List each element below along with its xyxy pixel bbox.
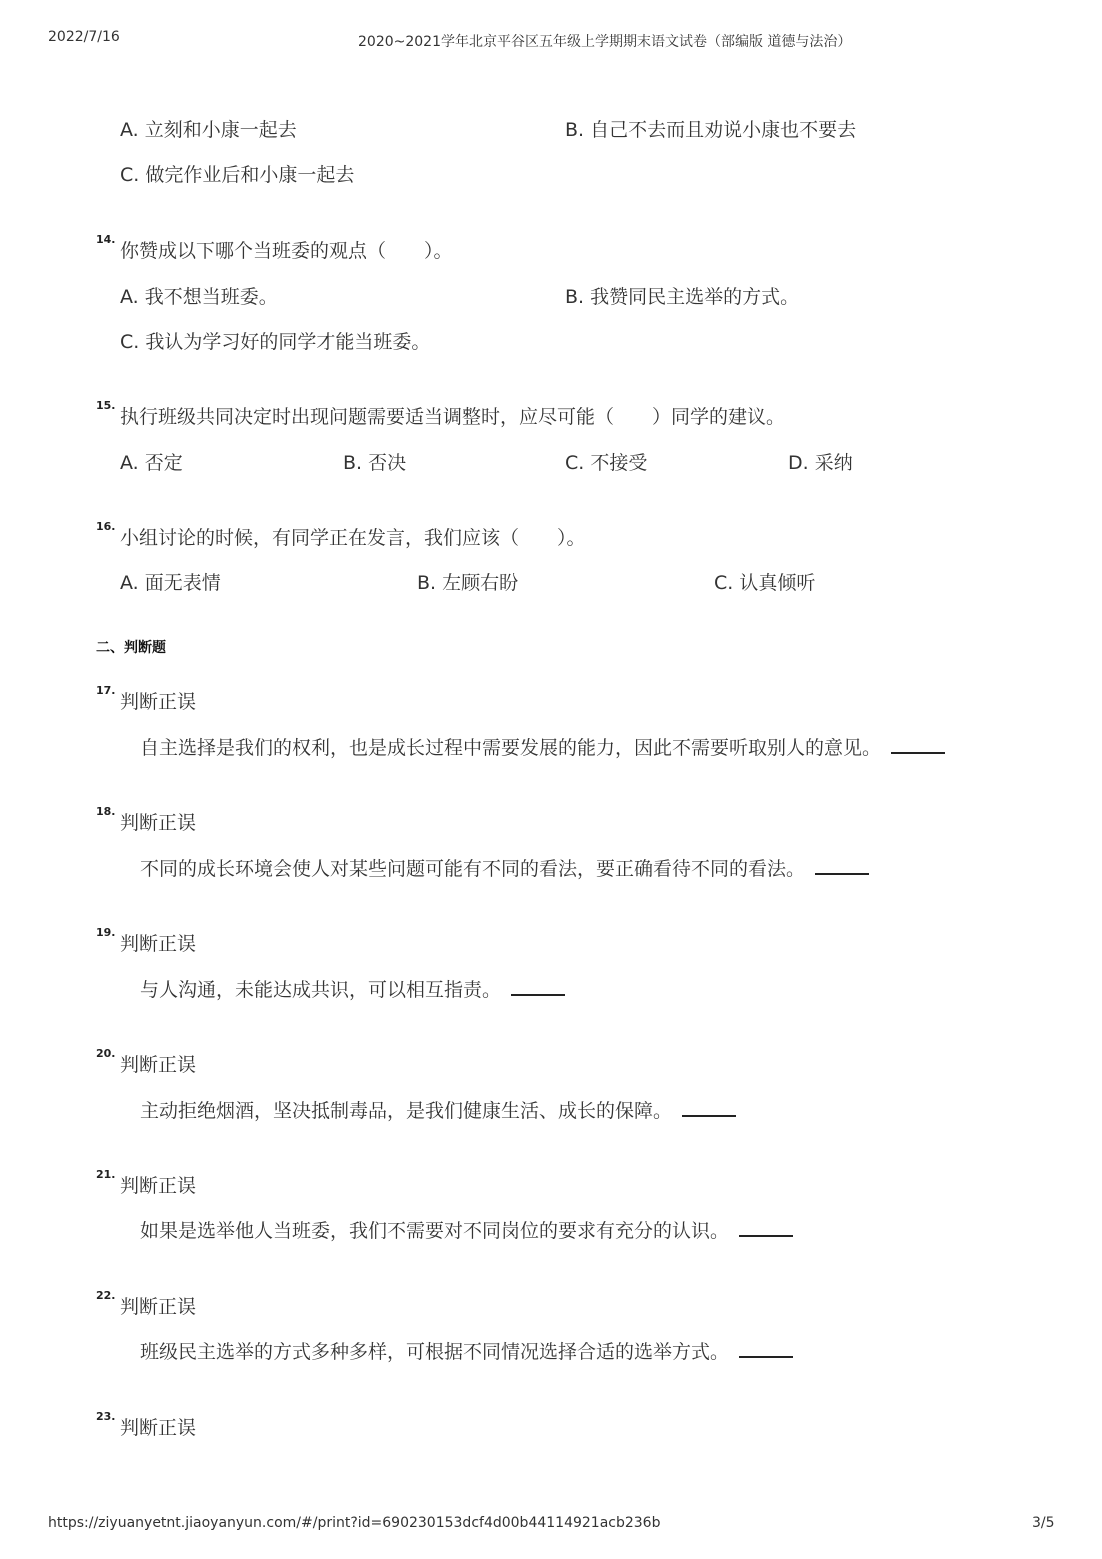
q18-statement-line <box>140 854 869 881</box>
q22-number: 22. <box>96 1289 116 1302</box>
q22-statement-line <box>140 1337 793 1364</box>
q23-title: 判断正误 <box>120 1417 197 1439</box>
q14-option-b: B. 我赞同民主选举的方式。 <box>565 286 800 308</box>
q15-text: 执行班级共同决定时出现问题需要适当调整时，应尽可能（ ）同学的建议。 <box>120 406 786 428</box>
page-number: 3/5 <box>1032 1515 1055 1531</box>
q15-option-d: D. 采纳 <box>788 452 853 474</box>
q17-answer-blank[interactable] <box>891 734 945 754</box>
q17-number: 17. <box>96 684 116 697</box>
q20-statement: 主动拒绝烟酒，坚决抵制毒品，是我们健康生活、成长的保障。 <box>140 1100 673 1122</box>
q16-text: 小组讨论的时候，有同学正在发言，我们应该（ ）。 <box>120 527 586 549</box>
q20-answer-blank[interactable] <box>682 1097 736 1117</box>
q21-statement: 如果是选举他人当班委，我们不需要对不同岗位的要求有充分的认识。 <box>140 1220 730 1242</box>
q19-statement-line <box>140 975 565 1002</box>
footer-url: https://ziyuanyetnt.jiaoyanyun.com/#/print?id=690230153dcf4d00b44114921acb236b <box>48 1515 661 1531</box>
q13-option-c: C. 做完作业后和小康一起去 <box>120 164 355 186</box>
q22-answer-blank[interactable] <box>739 1338 793 1358</box>
q23-number: 23. <box>96 1410 116 1423</box>
q22-title: 判断正误 <box>120 1296 197 1318</box>
q22-statement: 班级民主选举的方式多种多样，可根据不同情况选择合适的选举方式。 <box>140 1341 730 1363</box>
q14-option-a: A. 我不想当班委。 <box>120 286 278 308</box>
q20-number: 20. <box>96 1047 116 1060</box>
q21-title: 判断正误 <box>120 1175 197 1197</box>
q16-option-c: C. 认真倾听 <box>714 572 816 594</box>
q18-statement: 不同的成长环境会使人对某些问题可能有不同的看法，要正确看待不同的看法。 <box>140 858 806 880</box>
section-title-judgement: 二、判断题 <box>96 640 166 656</box>
q15-option-c: C. 不接受 <box>565 452 648 474</box>
q14-option-c: C. 我认为学习好的同学才能当班委。 <box>120 331 431 353</box>
q17-title: 判断正误 <box>120 691 197 713</box>
q20-statement-line <box>140 1096 736 1123</box>
q18-title: 判断正误 <box>120 812 197 834</box>
q20-title: 判断正误 <box>120 1054 197 1076</box>
q17-statement-line <box>140 733 945 760</box>
q17-statement: 自主选择是我们的权利，也是成长过程中需要发展的能力，因此不需要听取别人的意见。 <box>140 737 882 759</box>
q19-answer-blank[interactable] <box>511 976 565 996</box>
q13-option-a: A. 立刻和小康一起去 <box>120 119 297 141</box>
print-date: 2022/7/16 <box>48 29 120 45</box>
q19-statement: 与人沟通，未能达成共识，可以相互指责。 <box>140 979 502 1001</box>
q15-number: 15. <box>96 399 116 412</box>
document-title: 2020~2021学年北京平谷区五年级上学期期末语文试卷（部编版 道德与法治） <box>358 34 852 50</box>
q16-number: 16. <box>96 520 116 533</box>
q14-text: 你赞成以下哪个当班委的观点（ ）。 <box>120 240 453 262</box>
q14-number: 14. <box>96 233 116 246</box>
q13-option-b: B. 自己不去而且劝说小康也不要去 <box>565 119 857 141</box>
q16-option-a: A. 面无表情 <box>120 572 221 594</box>
q16-option-b: B. 左顾右盼 <box>417 572 519 594</box>
q15-option-a: A. 否定 <box>120 452 183 474</box>
q21-number: 21. <box>96 1168 116 1181</box>
q19-number: 19. <box>96 926 116 939</box>
q18-answer-blank[interactable] <box>815 855 869 875</box>
q21-statement-line <box>140 1216 793 1243</box>
q15-option-b: B. 否决 <box>343 452 407 474</box>
q18-number: 18. <box>96 805 116 818</box>
q21-answer-blank[interactable] <box>739 1217 793 1237</box>
q19-title: 判断正误 <box>120 933 197 955</box>
